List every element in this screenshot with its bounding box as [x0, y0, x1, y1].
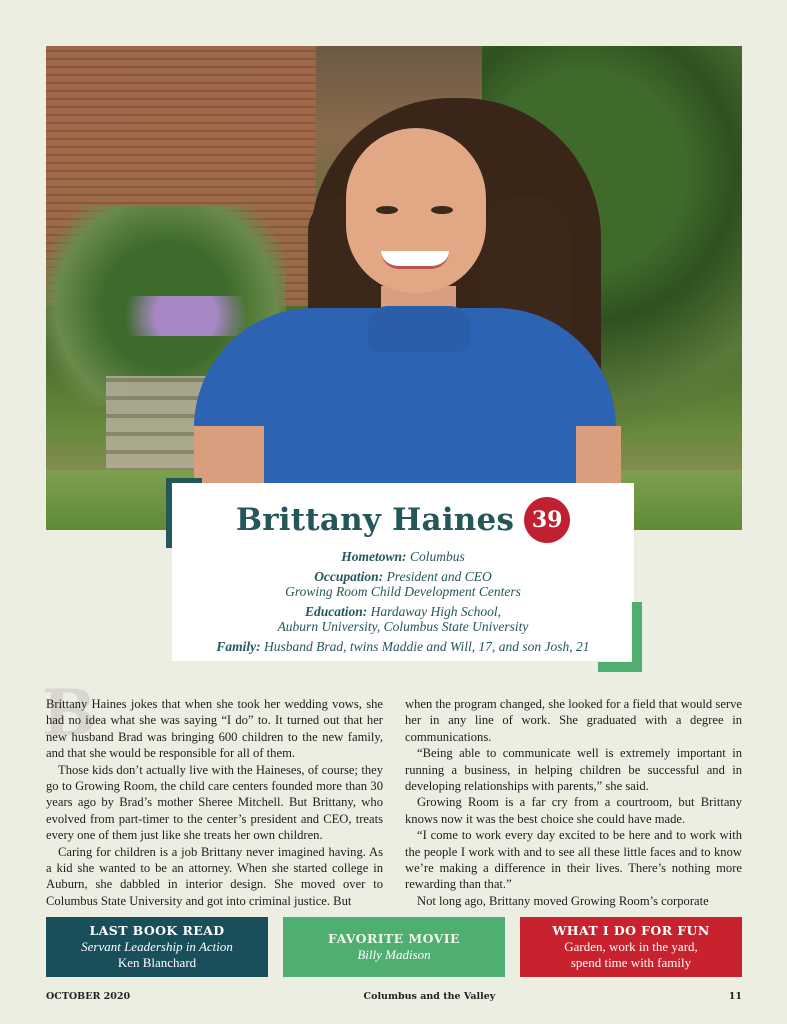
education-label: Education: [304, 604, 368, 619]
fun-box [520, 917, 742, 977]
name-row [172, 497, 634, 543]
education-value-1: Hardaway High School, [370, 604, 501, 619]
family-value: Husband Brad, twins Maddie and Will, 17, and son Josh, 21 [264, 639, 590, 654]
portrait-photo [46, 46, 742, 530]
paragraph: Not long ago, Brittany moved Growing Room’s corporate [417, 893, 709, 908]
fact-occupation [172, 569, 634, 599]
fact-hometown [172, 549, 634, 564]
fact-boxes [46, 917, 742, 977]
education-value-2: Auburn University, Columbus State University [277, 619, 529, 634]
last-book-author: Ken Blanchard [117, 955, 197, 970]
eye-right [431, 206, 453, 214]
occupation-value: President and CEO [386, 569, 492, 584]
article-column-2 [405, 696, 742, 908]
paragraph [46, 696, 383, 762]
last-book-name: Servant Leadership in Action [81, 939, 233, 954]
occupation-company: Growing Room Child Development Centers [285, 584, 521, 599]
collar [368, 306, 470, 352]
paragraph: Caring for children is a job Brittany never imagined having. As a kid she wanted to be an attorney. When she started college in Auburn, she dabbled in interior design. She moved over to Columbus State University and got into criminal justice. But [46, 844, 383, 908]
family-label: Family: [216, 639, 261, 654]
paragraph: “Being able to communicate well is extremely important in running a business, in helping children be successful and in developing relationships with parents,” she said. [405, 746, 742, 794]
paragraph: when the program changed, she looked for a field that would serve her in any line of work. She graduated with a degree in communications. [405, 697, 742, 744]
profile-name: Brittany Haines [235, 502, 515, 538]
footer-page-number: 11 [728, 990, 742, 1002]
fun-title: WHAT I DO FOR FUN [552, 923, 710, 938]
age-badge: 39 [524, 497, 570, 543]
article-body [42, 676, 742, 908]
corner-accent-bottom-right [598, 602, 642, 672]
paragraph: Those kids don’t actually live with the Haineses, of course; they go to Growing Room, the child care centers founded more than 30 years ago by Brad’s mother Sheree Mitchell. But Brittany, who evolved from part-timer to the center’s president and CEO, treats every one of them just like she treats her own children. [46, 762, 383, 843]
article-column-1 [42, 676, 383, 908]
profile-card [172, 483, 634, 661]
paragraph-text: Brittany Haines jokes that when she took her wedding vows, she had no idea what she was saying “I do” to. It turned out that her new husband Brad was bringing 600 children to the new family, and that she would be responsible for all of them. [46, 697, 383, 761]
profile-facts [172, 549, 634, 654]
favorite-movie-name: Billy Madison [357, 947, 431, 962]
last-book-title: LAST BOOK READ [89, 923, 225, 938]
paragraph: “I come to work every day excited to be here and to work with the people I work with and to see all these little faces and to know we’re making a difference in their lives. There’s nothing more rewarding than that.” [405, 828, 742, 892]
last-book-box [46, 917, 268, 977]
hometown-label: Hometown: [341, 549, 407, 564]
fun-line-2: spend time with family [570, 955, 692, 970]
dropcap-wrap [42, 676, 383, 762]
dropcap-letter: B [42, 676, 97, 751]
footer-date: OCTOBER 2020 [46, 990, 131, 1002]
fun-line-1: Garden, work in the yard, [564, 939, 698, 954]
favorite-movie-box [283, 917, 505, 977]
paragraph: Growing Room is a far cry from a courtroom, but Brittany knows now it was the best choice she could have made. [405, 795, 742, 826]
hometown-value: Columbus [409, 549, 465, 564]
eye-left [376, 206, 398, 214]
page-footer [46, 988, 742, 1004]
occupation-label: Occupation: [314, 569, 384, 584]
smile [381, 251, 449, 269]
fact-family [172, 639, 634, 654]
favorite-movie-title: FAVORITE MOVIE [328, 931, 460, 946]
footer-publication: Columbus and the Valley [363, 990, 496, 1002]
fact-education [172, 604, 634, 634]
